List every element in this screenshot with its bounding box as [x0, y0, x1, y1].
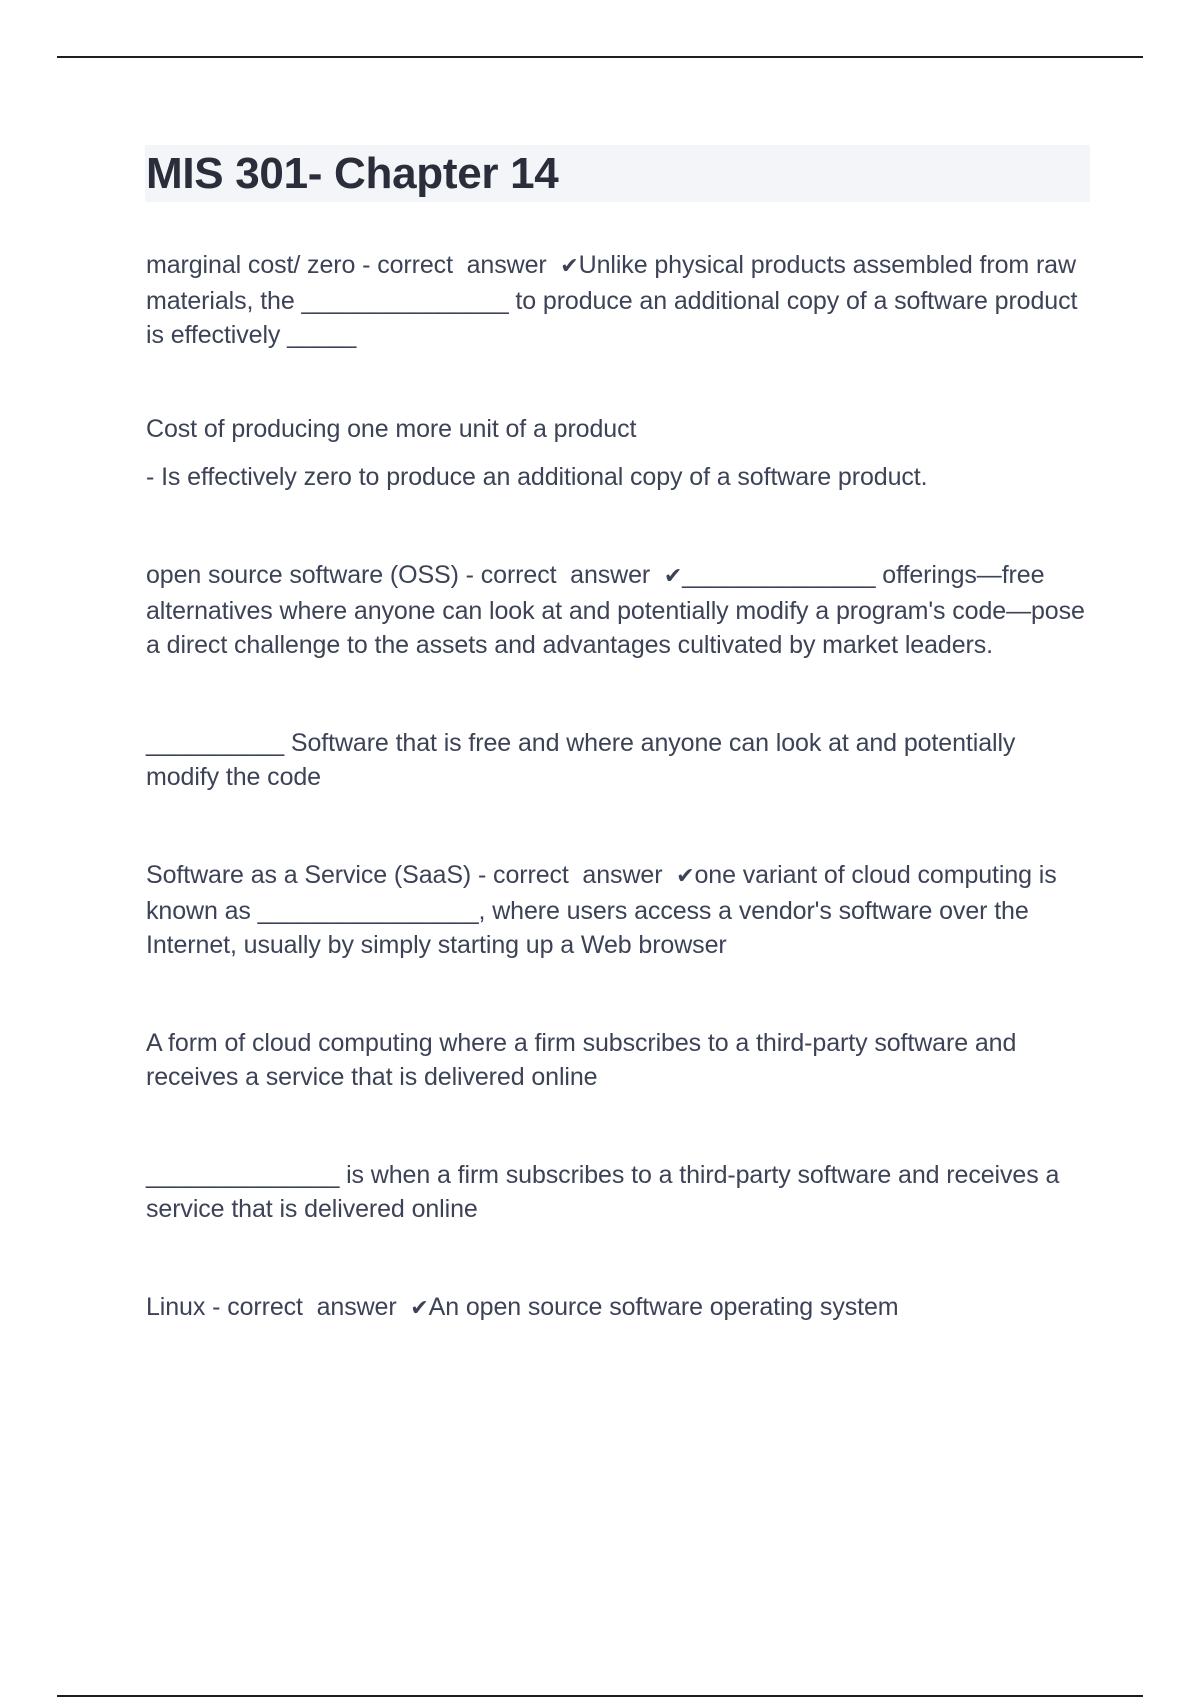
- note-line: - Is effectively zero to produce an additional copy of a software product.: [146, 463, 928, 491]
- note-line: Cost of producing one more unit of a product: [146, 415, 637, 443]
- answer-separator: - correct answer: [205, 1293, 411, 1321]
- flashcard-entry: ______________ is when a firm subscribes to a third-party software and receives a service that is delivered online: [146, 1161, 1067, 1223]
- definition: An open source software operating system: [428, 1293, 899, 1321]
- flashcard-entry: [146, 558, 1091, 662]
- flashcard-list: [146, 248, 1091, 1326]
- definition: ______________ offerings—free alternatives where anyone can look at and potentially modify a program's code—pose a direct challenge to the assets and advantages cultivated by market leaders.: [146, 561, 1092, 659]
- definition: one variant of cloud computing is known as ________________, where users access a vendor's software over the Internet, usually by simply starting up a Web browser: [146, 861, 1064, 959]
- header-rule: [57, 56, 1143, 58]
- flashcard-entry: [146, 858, 1091, 962]
- term: marginal cost/ zero: [146, 251, 356, 279]
- flashcard-entry: A form of cloud computing where a firm subscribes to a third-party software and receives a service that is delivered online: [146, 1029, 1024, 1091]
- footer-rule: [57, 1695, 1143, 1697]
- answer-separator: - correct answer: [471, 861, 677, 889]
- checkmark-icon: ✔: [560, 254, 579, 279]
- answer-separator: - correct answer: [355, 251, 561, 279]
- checkmark-icon: ✔: [410, 1296, 429, 1321]
- definition: Unlike physical products assembled from raw materials, the _______________ to produce an additional copy of a software product is effectively _____: [146, 251, 1085, 349]
- flashcard-entry: [146, 1290, 1091, 1326]
- term: Software as a Service (SaaS): [146, 861, 472, 889]
- term: Linux: [146, 1293, 206, 1321]
- page-title: MIS 301- Chapter 14: [146, 149, 559, 198]
- checkmark-icon: ✔: [676, 864, 695, 889]
- term: open source software (OSS): [146, 561, 459, 589]
- checkmark-icon: ✔: [663, 564, 683, 589]
- answer-separator: - correct answer: [458, 561, 664, 589]
- flashcard-entry: [146, 248, 1091, 352]
- flashcard-entry: __________ Software that is free and where anyone can look at and potentially modify the code: [146, 729, 1023, 791]
